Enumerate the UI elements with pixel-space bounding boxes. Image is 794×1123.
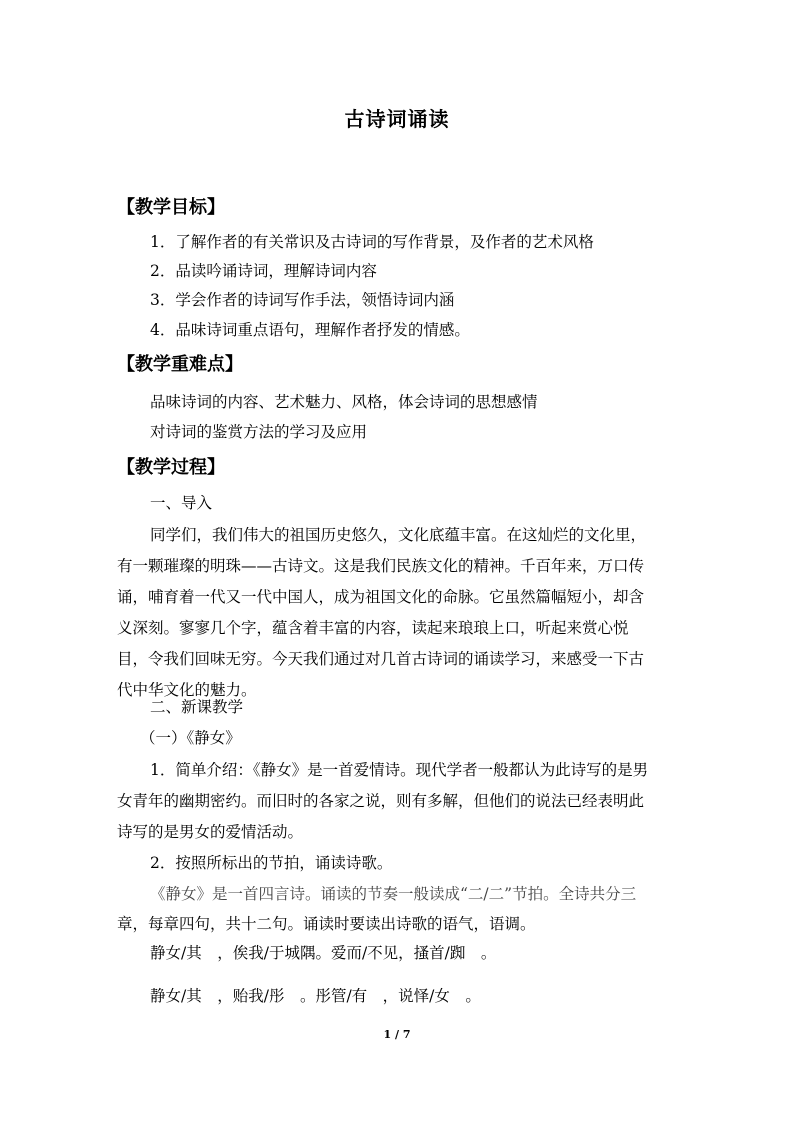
section-heading-goals: 【教学目标】 [117, 197, 225, 218]
process-line: 二、新课教学 [150, 698, 244, 716]
process-line: 《静女》是一首四言诗。诵读的节奏一般读成“二/二”节拍。全诗共分三 [150, 885, 637, 903]
goal-item: 3．学会作者的诗词写作手法，领悟诗词内涵 [150, 291, 455, 309]
goal-item: 2．品读吟诵诗词，理解诗词内容 [150, 262, 377, 280]
key-point-item: 对诗词的鉴赏方法的学习及应用 [150, 423, 368, 441]
section-heading-key-points: 【教学重难点】 [117, 354, 243, 375]
poem-line: 静女/其 ，贻我/彤 。彤管/有 ，说怿/女 。 [150, 987, 481, 1005]
process-line: 章，每章四句，共十二句。诵读时要读出诗歌的语气，语调。 [117, 915, 536, 933]
process-line: 同学们，我们伟大的祖国历史悠久，文化底蕴丰富。在这灿烂的文化里， [150, 526, 647, 544]
process-line: （一）《静女》 [140, 729, 241, 747]
key-point-item: 品味诗词的内容、艺术魅力、风格，体会诗词的思想感情 [150, 393, 538, 411]
goal-item: 1．了解作者的有关常识及古诗词的写作背景，及作者的艺术风格 [150, 233, 594, 251]
process-line: 一、导入 [150, 494, 213, 512]
process-line: 女青年的幽期密约。而旧时的各家之说，则有多解，但他们的说法已经表明此 [117, 792, 645, 810]
process-line: 2．按照所标出的节拍，诵读诗歌。 [150, 854, 393, 872]
page-number: 1 / 7 [383, 1028, 411, 1041]
section-heading-process: 【教学过程】 [117, 457, 225, 478]
process-line: 诵，哺育着一代又一代中国人，成为祖国文化的命脉。它虽然篇幅短小，却含 [117, 588, 645, 606]
process-line: 义深刻。寥寥几个字，蕴含着丰富的内容，读起来琅琅上口，听起来赏心悦 [117, 619, 629, 637]
process-line: 有一颗璀璨的明珠——古诗文。这是我们民族文化的精神。千百年来，万口传 [117, 557, 645, 575]
process-line: 目，令我们回味无穷。今天我们通过对几首古诗词的诵读学习，来感受一下古 [117, 650, 645, 668]
poem-line: 静女/其 ，俟我/于城隅。爱而/不见，搔首/踟 。 [150, 944, 497, 962]
process-line: 1．简单介绍：《静女》是一首爱情诗。现代学者一般都认为此诗写的是男 [150, 761, 649, 779]
process-line: 诗写的是男女的爱情活动。 [117, 823, 304, 841]
document-title: 古诗词诵读 [344, 107, 450, 131]
process-line: 代中华文化的魅力。 [117, 681, 257, 699]
goal-item: 4．品味诗词重点语句，理解作者抒发的情感。 [150, 321, 470, 339]
